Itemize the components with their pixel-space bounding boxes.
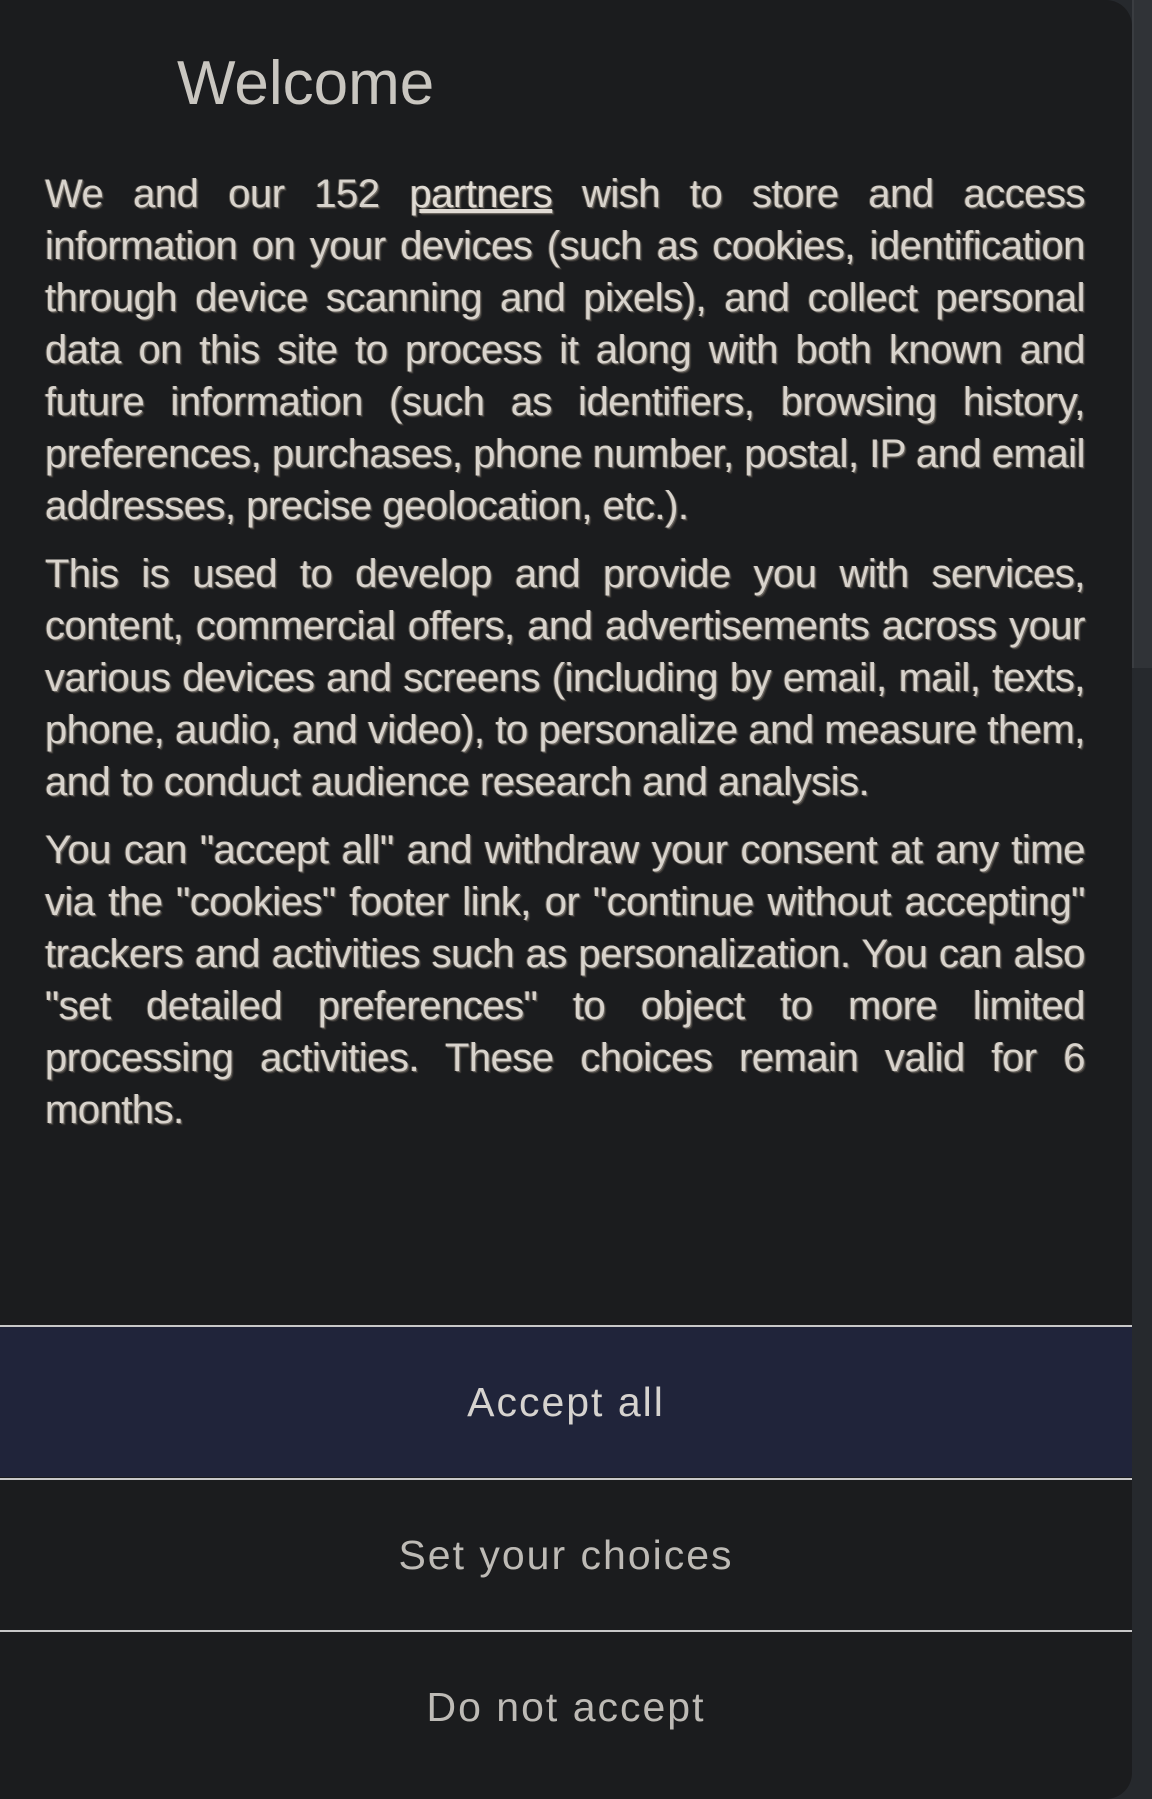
- scrollbar-thumb[interactable]: [1132, 0, 1152, 668]
- consent-paragraph-1: [45, 168, 1085, 532]
- consent-paragraph-3: You can "accept all" and withdraw your consent at any time via the "cookies" footer link, or "continue without accepting" trackers and activities such as personalization. You can also "set detailed preferences" to object to more limited processing activities. These choices remain valid for 6 months.: [45, 828, 1085, 1132]
- paragraph-1-intro: We and our 152: [45, 172, 410, 216]
- set-choices-button[interactable]: Set your choices: [0, 1480, 1132, 1630]
- consent-text: [45, 168, 1085, 1152]
- do-not-accept-button[interactable]: Do not accept: [0, 1632, 1132, 1782]
- paragraph-1-rest: wish to store and access information on your devices (such as cookies, identification through device scanning and pixels), and collect personal data on this site to process it along with both known and future information (such as identifiers, browsing history, preferences, purchases, phone number, postal, IP and email addresses, precise geolocation, etc.).: [45, 172, 1085, 528]
- dialog-title: Welcome: [177, 49, 435, 118]
- accept-all-button[interactable]: Accept all: [0, 1327, 1132, 1477]
- consent-paragraph-2: This is used to develop and provide you with services, content, commercial offers, and advertisements across your various devices and screens (including by email, mail, texts, phone, audio, and video), to personalize and measure them, and to conduct audience research and analysis.: [45, 552, 1085, 804]
- partners-link[interactable]: partners: [409, 172, 553, 216]
